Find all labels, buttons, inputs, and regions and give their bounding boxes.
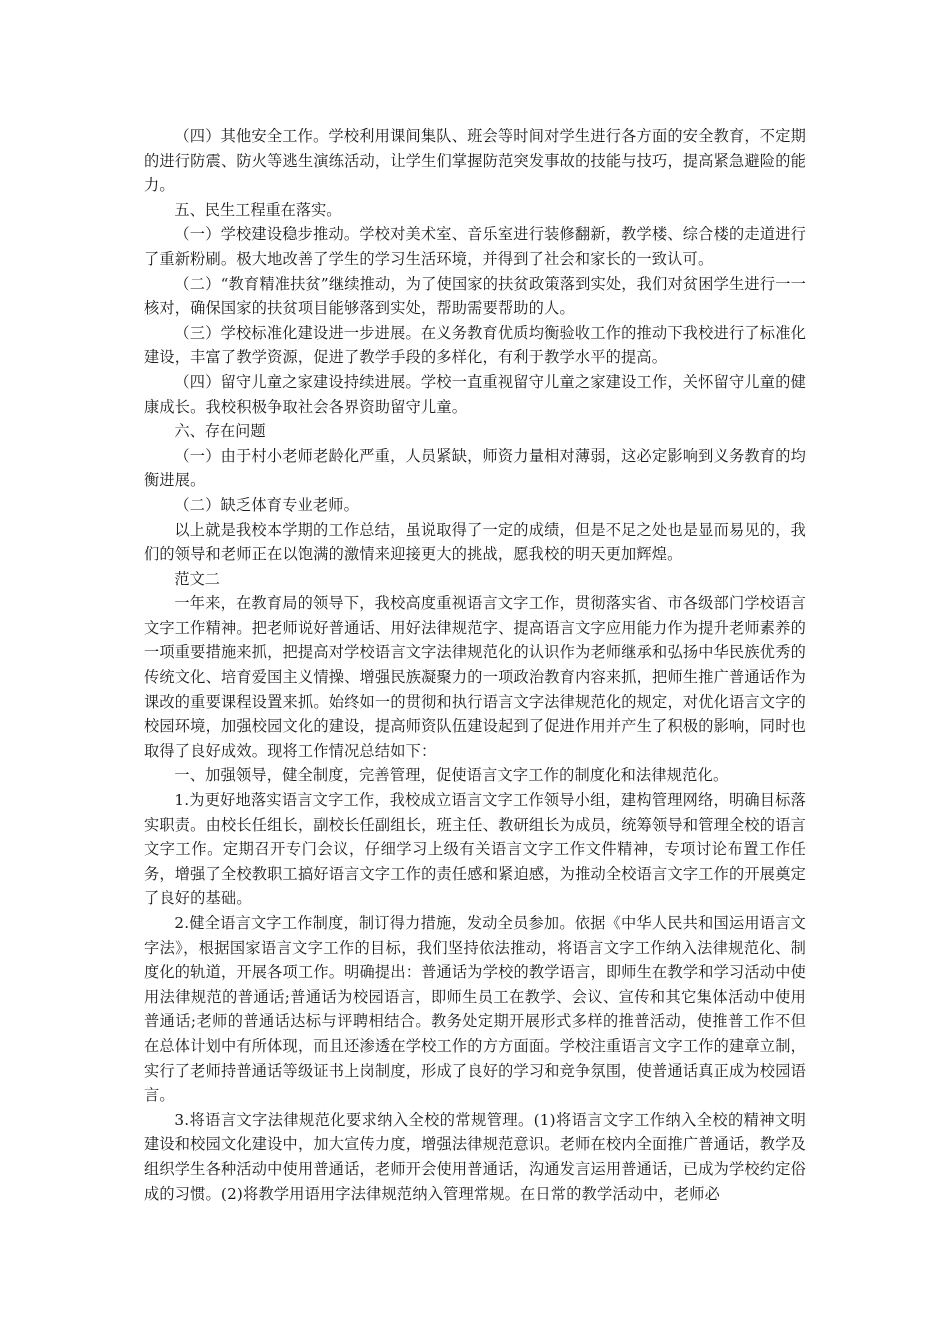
paragraph-strengthen-leadership: 一、加强领导，健全制度，完善管理，促使语言文字工作的制度化和法律规范化。 [174,766,729,785]
paragraph-item-3: 3.将语言文字法律规范化要求纳入全校的常规管理。(1)将语言文字工作纳入全校的精神文明建设和校园文化建设中，加大宣传力度，增强法律规范意识。老师在校内全面推广普通话，教学及组织学生各种活动中使用普通话，老师开会使用普通话，沟通发言运用普通话，已成为学校约定俗成的习惯。(2)将教学用语用字法律规范纳入管理常规。在日常的教学活动中，老师必 [144,1110,806,1203]
section-heading-problems: 六、存在问题 [174,422,266,441]
paragraph-school-construction: （一）学校建设稳步推动。学校对美术室、音乐室进行装修翻新，教学楼、综合楼的走道进行了重新粉刷。极大地改善了学生的学习生活环境，并得到了社会和家长的一致认可。 [144,225,806,268]
paragraph-item-2: 2.健全语言文字工作制度，制订得力措施，发动全员参加。依据《中华人民共和国运用语言文字法》，根据国家语言文字工作的目标，我们坚持依法推动，将语言文字工作纳入法律规范化、制度化的轨道，开展各项工作。明确提出：普通话为学校的教学语言，即师生在教学和学习活动中使用法律规范的普通话;普通话为校园语言，即师生员工在教学、会议、宣传和其它集体活动中使用普通话;老师的普通话达标与评聘相结合。教务处定期开展形式多样的推普活动，使推普工作不但在总体计划中有所体现，而且还渗透在学校工作的方方面面。学校注重语言文字工作的建章立制，实行了老师持普通话等级证书上岗制度，形成了良好的学习和竞争氛围，使普通话真正成为校园语言。 [144,914,806,1105]
paragraph-pe-teachers: （二）缺乏体育专业老师。 [174,495,360,514]
paragraph-safety-work: （四）其他安全工作。学校利用课间集队、班会等时间对学生进行各方面的安全教育，不定期的进行防震、防火等逃生演练活动，让学生们掌握防范突发事故的技能与技巧，提高紧急避险的能力。 [144,127,806,195]
paragraph-teacher-aging: （一）由于村小老师老龄化严重，人员紧缺，师资力量相对薄弱，这必定影响到义务教育的均衡进展。 [144,446,806,490]
paragraph-intro-language-work: 一年来，在教育局的领导下，我校高度重视语言文字工作，贯彻落实省、市各级部门学校语言文字工作精神。把老师说好普通话、用好法律规范字、提高语言文字应用能力作为提升老师素养的一项重要措施来抓，把提高对学校语言文字法律规范化的认识作为老师继承和弘扬中华民族优秀的传统文化、培育爱国主义情操、增强民族凝聚力的一项政治教育内容来抓，把师生推广普通话作为课改的重要课程设置来抓。始终如一的贯彻和执行语言文字法律规范化的规定，对优化语言文字的校园环境，加强校园文化的建设，提高师资队伍建设起到了促进作用并产生了积极的影响，同时也取得了良好成效。现将工作情况总结如下： [144,594,806,760]
paragraph-item-1: 1.为更好地落实语言文字工作，我校成立语言文字工作领导小组，建构管理网络，明确目标落实职责。由校长任组长，副校长任副组长，班主任、教研组长为成员，统筹领导和管理全校的语言文字工作。定期召开专门会议，仔细学习上级有关语言文字工作文件精神，专项讨论布置工作任务，增强了全校教职工搞好语言文字工作的责任感和紧迫感，为推动全校语言文字工作的开展奠定了良好的基础。 [144,791,806,908]
document-body [144,124,806,1206]
section-heading-sample-two: 范文二 [174,569,220,588]
section-heading-livelihood: 五、民生工程重在落实。 [174,200,342,219]
paragraph-standardization: （三）学校标准化建设进一步进展。在义务教育优质均衡验收工作的推动下我校进行了标准化建设，丰富了教学资源，促进了教学手段的多样化，有利于教学水平的提高。 [144,323,806,367]
paragraph-conclusion: 以上就是我校本学期的工作总结，虽说取得了一定的成绩，但是不足之处也是显而易见的，我们的领导和老师正在以饱满的激情来迎接更大的挑战，愿我校的明天更加辉煌。 [144,520,806,564]
paragraph-left-behind-children: （四）留守儿童之家建设持续进展。学校一直重视留守儿童之家建设工作，关怀留守儿童的健康成长。我校积极争取社会各界资助留守儿童。 [144,372,806,416]
paragraph-poverty-alleviation: （二）“教育精准扶贫”继续推动，为了使国家的扶贫政策落到实处，我们对贫困学生进行一一核对，确保国家的扶贫项目能够落到实处，帮助需要帮助的人。 [144,274,806,318]
